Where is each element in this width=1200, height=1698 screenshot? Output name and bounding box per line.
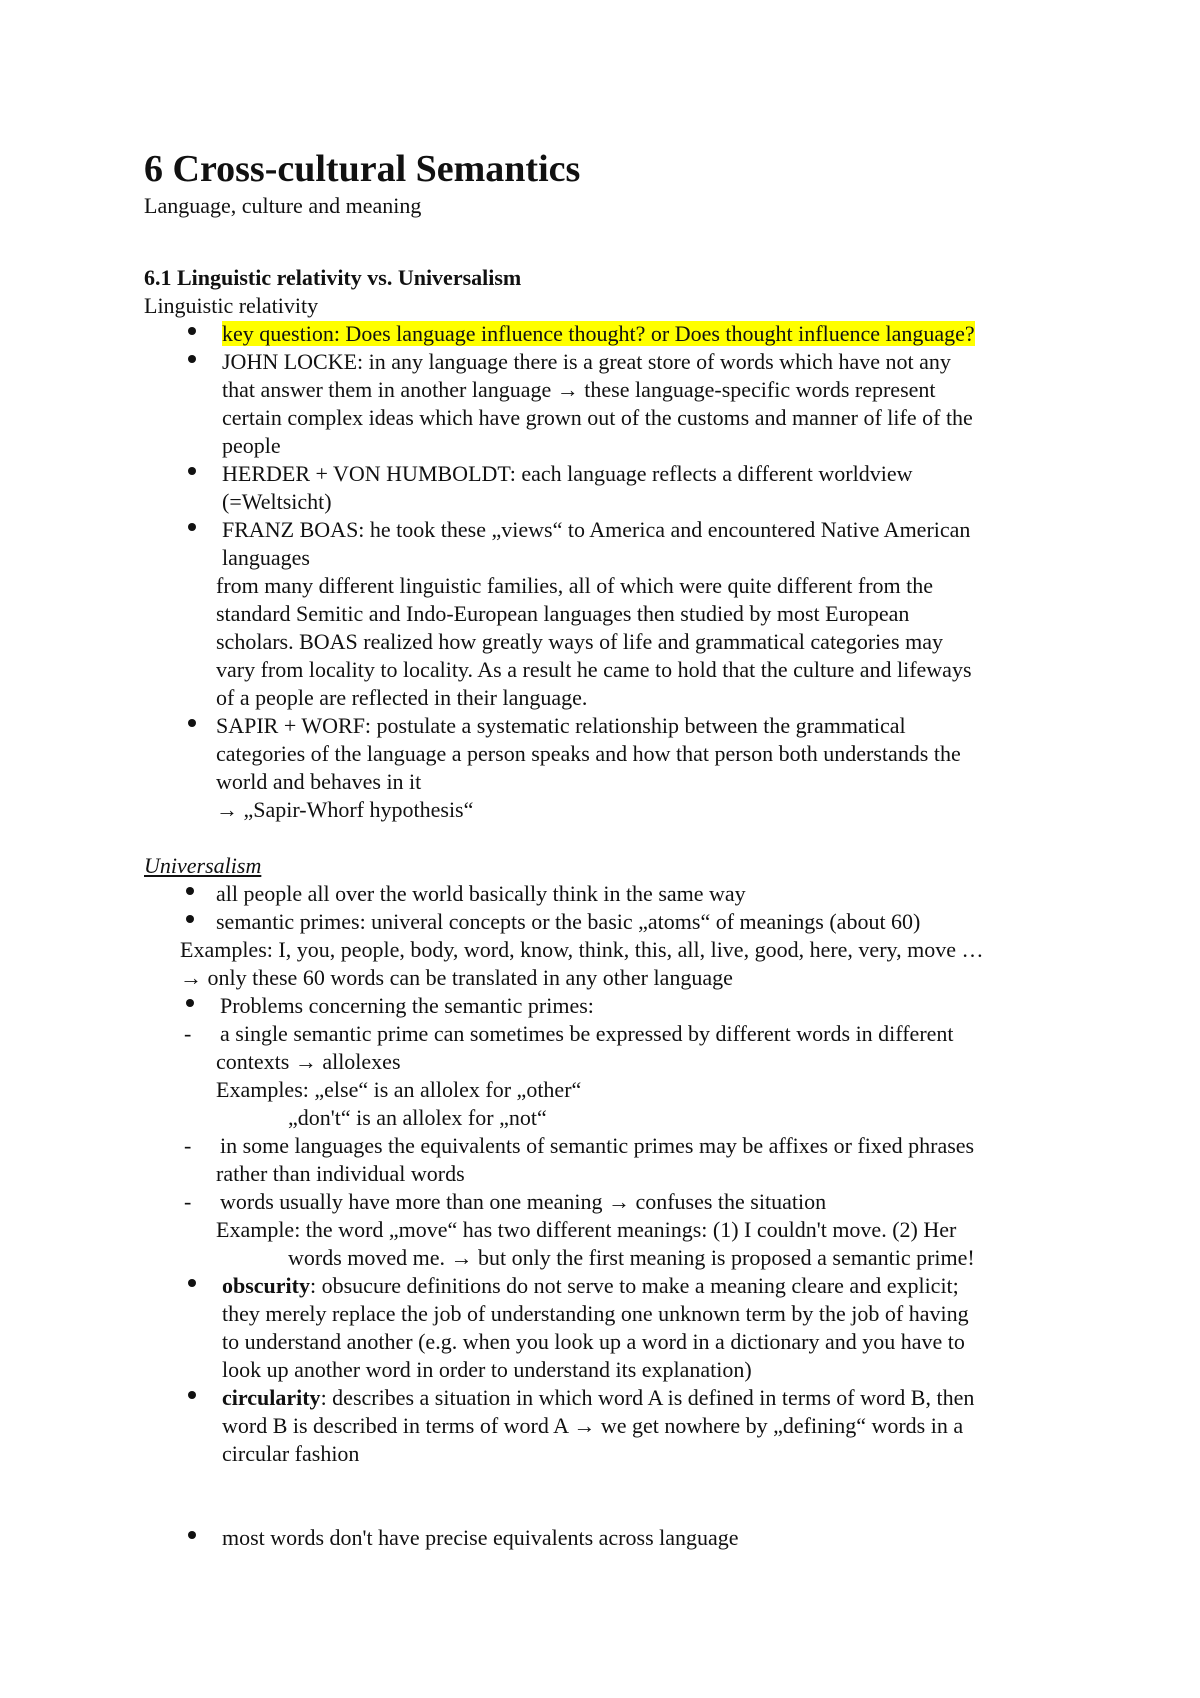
last-item: most words don't have precise equivalents across language <box>222 1525 739 1550</box>
universalism-item: Problems concerning the semantic primes: <box>220 993 594 1018</box>
circularity-line: word B is described in terms of word A → we get nowhere by „defining“ words in a <box>222 1413 964 1438</box>
boas-cont-line: of a people are reflected in their language. <box>216 685 588 710</box>
boas-line: languages <box>222 545 310 570</box>
bullet-icon <box>188 1531 196 1539</box>
locke-line: people <box>222 433 281 458</box>
bullet-icon <box>188 1279 196 1287</box>
example-line: words moved me. → but only the first meaning is proposed a semantic prime! <box>288 1245 975 1270</box>
dash-line: in some languages the equivalents of semantic primes may be affixes or fixed phrases <box>220 1133 975 1158</box>
bullet-icon <box>188 1391 196 1399</box>
dash-line: a single semantic prime can sometimes be expressed by different words in different <box>220 1021 954 1046</box>
sapir-line: → „Sapir-Whorf hypothesis“ <box>216 797 474 822</box>
circularity-line: circular fashion <box>222 1441 360 1466</box>
dash-line: contexts → allolexes <box>216 1049 401 1074</box>
key-question: key question: Does language influence thought? or Does thought influence language? <box>222 321 975 346</box>
sapir-line: SAPIR + WORF: postulate a systematic relationship between the grammatical <box>216 713 906 738</box>
obscurity-line: they merely replace the job of understanding one unknown term by the job of having <box>222 1301 969 1326</box>
universalism-label: Universalism <box>144 853 262 878</box>
locke-line: that answer them in another language → these language-specific words represent <box>222 377 936 402</box>
circularity-line: circularity: describes a situation in which word A is defined in terms of word B, then <box>222 1385 975 1410</box>
bullet-icon <box>188 355 196 363</box>
herder-line: (=Weltsicht) <box>222 489 332 514</box>
page-title: 6 Cross-cultural Semantics <box>144 148 581 190</box>
relativity-label: Linguistic relativity <box>144 293 319 318</box>
bullet-icon <box>188 467 196 475</box>
bullet-icon <box>186 887 194 895</box>
obscurity-line: obscurity: obsucure definitions do not serve to make a meaning cleare and explicit; <box>222 1273 959 1298</box>
sapir-line: categories of the language a person speaks and how that person both understands the <box>216 741 961 766</box>
universalism-item: all people all over the world basically think in the same way <box>216 881 746 906</box>
sapir-line: world and behaves in it <box>216 769 422 794</box>
examples-line: Examples: I, you, people, body, word, know, think, this, all, live, good, here, very, move … <box>180 937 984 962</box>
boas-line: FRANZ BOAS: he took these „views“ to America and encountered Native American <box>222 517 971 542</box>
example-line: Example: the word „move“ has two different meanings: (1) I couldn't move. (2) Her <box>216 1217 957 1242</box>
example-line: Examples: „else“ is an allolex for „other“ <box>216 1077 582 1102</box>
bullet-icon <box>188 327 196 335</box>
page-subtitle: Language, culture and meaning <box>144 193 422 218</box>
bullet-icon <box>186 915 194 923</box>
obscurity-line: look up another word in order to understand its explanation) <box>222 1357 752 1382</box>
dash-marker: - <box>184 1021 192 1046</box>
bullet-icon <box>188 523 196 531</box>
dash-line: words usually have more than one meaning → confuses the situation <box>220 1189 827 1214</box>
dash-marker: - <box>184 1189 192 1214</box>
boas-cont-line: scholars. BOAS realized how greatly ways of life and grammatical categories may <box>216 629 943 654</box>
boas-cont-line: vary from locality to locality. As a result he came to hold that the culture and lifeways <box>216 657 972 682</box>
locke-line: certain complex ideas which have grown out of the customs and manner of life of the <box>222 405 973 430</box>
obscurity-line: to understand another (e.g. when you look up a word in a dictionary and you have to <box>222 1329 965 1354</box>
locke-line: JOHN LOCKE: in any language there is a great store of words which have not any <box>222 349 951 374</box>
universalism-item: semantic primes: univeral concepts or the basic „atoms“ of meanings (about 60) <box>216 909 921 934</box>
bullet-icon <box>186 999 194 1007</box>
bullet-icon <box>188 719 196 727</box>
example-line: „don't“ is an allolex for „not“ <box>288 1105 547 1130</box>
herder-line: HERDER + VON HUMBOLDT: each language reflects a different worldview <box>222 461 913 486</box>
boas-cont-line: standard Semitic and Indo-European languages then studied by most European <box>216 601 910 626</box>
section-heading: 6.1 Linguistic relativity vs. Universalism <box>144 265 522 290</box>
boas-cont-line: from many different linguistic families, all of which were quite different from the <box>216 573 934 598</box>
dash-line: rather than individual words <box>216 1161 465 1186</box>
dash-marker: - <box>184 1133 192 1158</box>
only-line: → only these 60 words can be translated in any other language <box>180 965 733 990</box>
